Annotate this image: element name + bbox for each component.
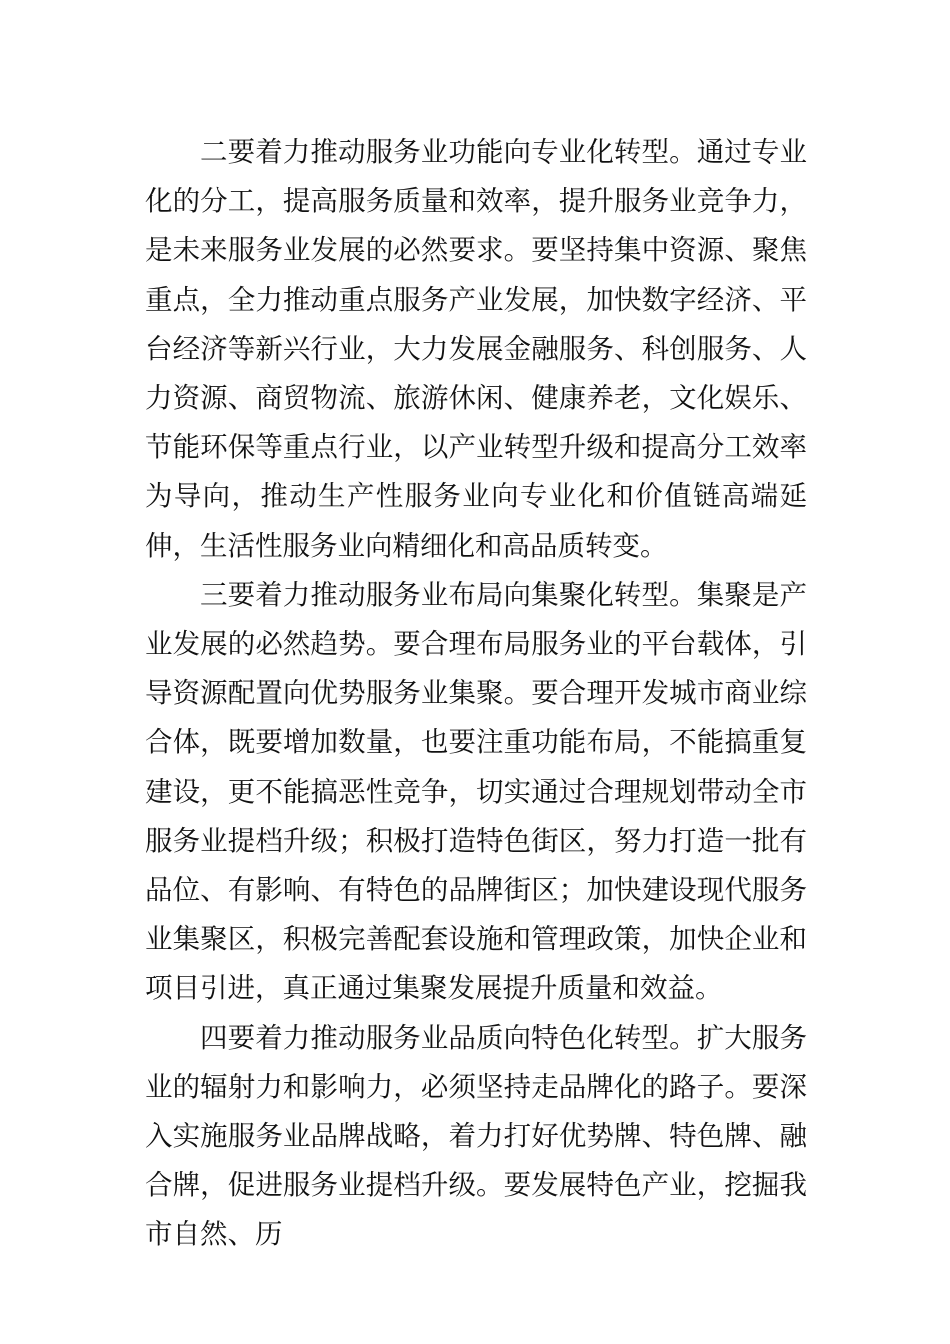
- paragraph-specialization: 四要着力推动服务业品质向特色化转型。扩大服务业的辐射力和影响力，必须坚持走品牌化的路子。要深入实施服务业品牌战略，着力打好优势牌、特色牌、融合牌，促进服务业提档升级。要发展特色产业，挖掘我市自然、历: [145, 1021, 807, 1251]
- paragraph-agglomeration: 三要着力推动服务业布局向集聚化转型。集聚是产业发展的必然趋势。要合理布局服务业的平台载体，引导资源配置向优势服务业集聚。要合理开发城市商业综合体，既要增加数量，也要注重功能布局，不能搞重复建设，更不能搞恶性竞争，切实通过合理规划带动全市服务业提档升级；积极打造特色街区，努力打造一批有品位、有影响、有特色的品牌街区；加快建设现代服务业集聚区，积极完善配套设施和管理政策，加快企业和项目引进，真正通过集聚发展提升质量和效益。: [145, 578, 807, 1005]
- document-body: [145, 128, 807, 1260]
- paragraph-professionalization: 二要着力推动服务业功能向专业化转型。通过专业化的分工，提高服务质量和效率，提升服务业竞争力，是未来服务业发展的必然要求。要坚持集中资源、聚焦重点，全力推动重点服务产业发展，加快数字经济、平台经济等新兴行业，大力发展金融服务、科创服务、人力资源、商贸物流、旅游休闲、健康养老，文化娱乐、节能环保等重点行业，以产业转型升级和提高分工效率为导向，推动生产性服务业向专业化和价值链高端延伸，生活性服务业向精细化和高品质转变。: [145, 136, 807, 562]
